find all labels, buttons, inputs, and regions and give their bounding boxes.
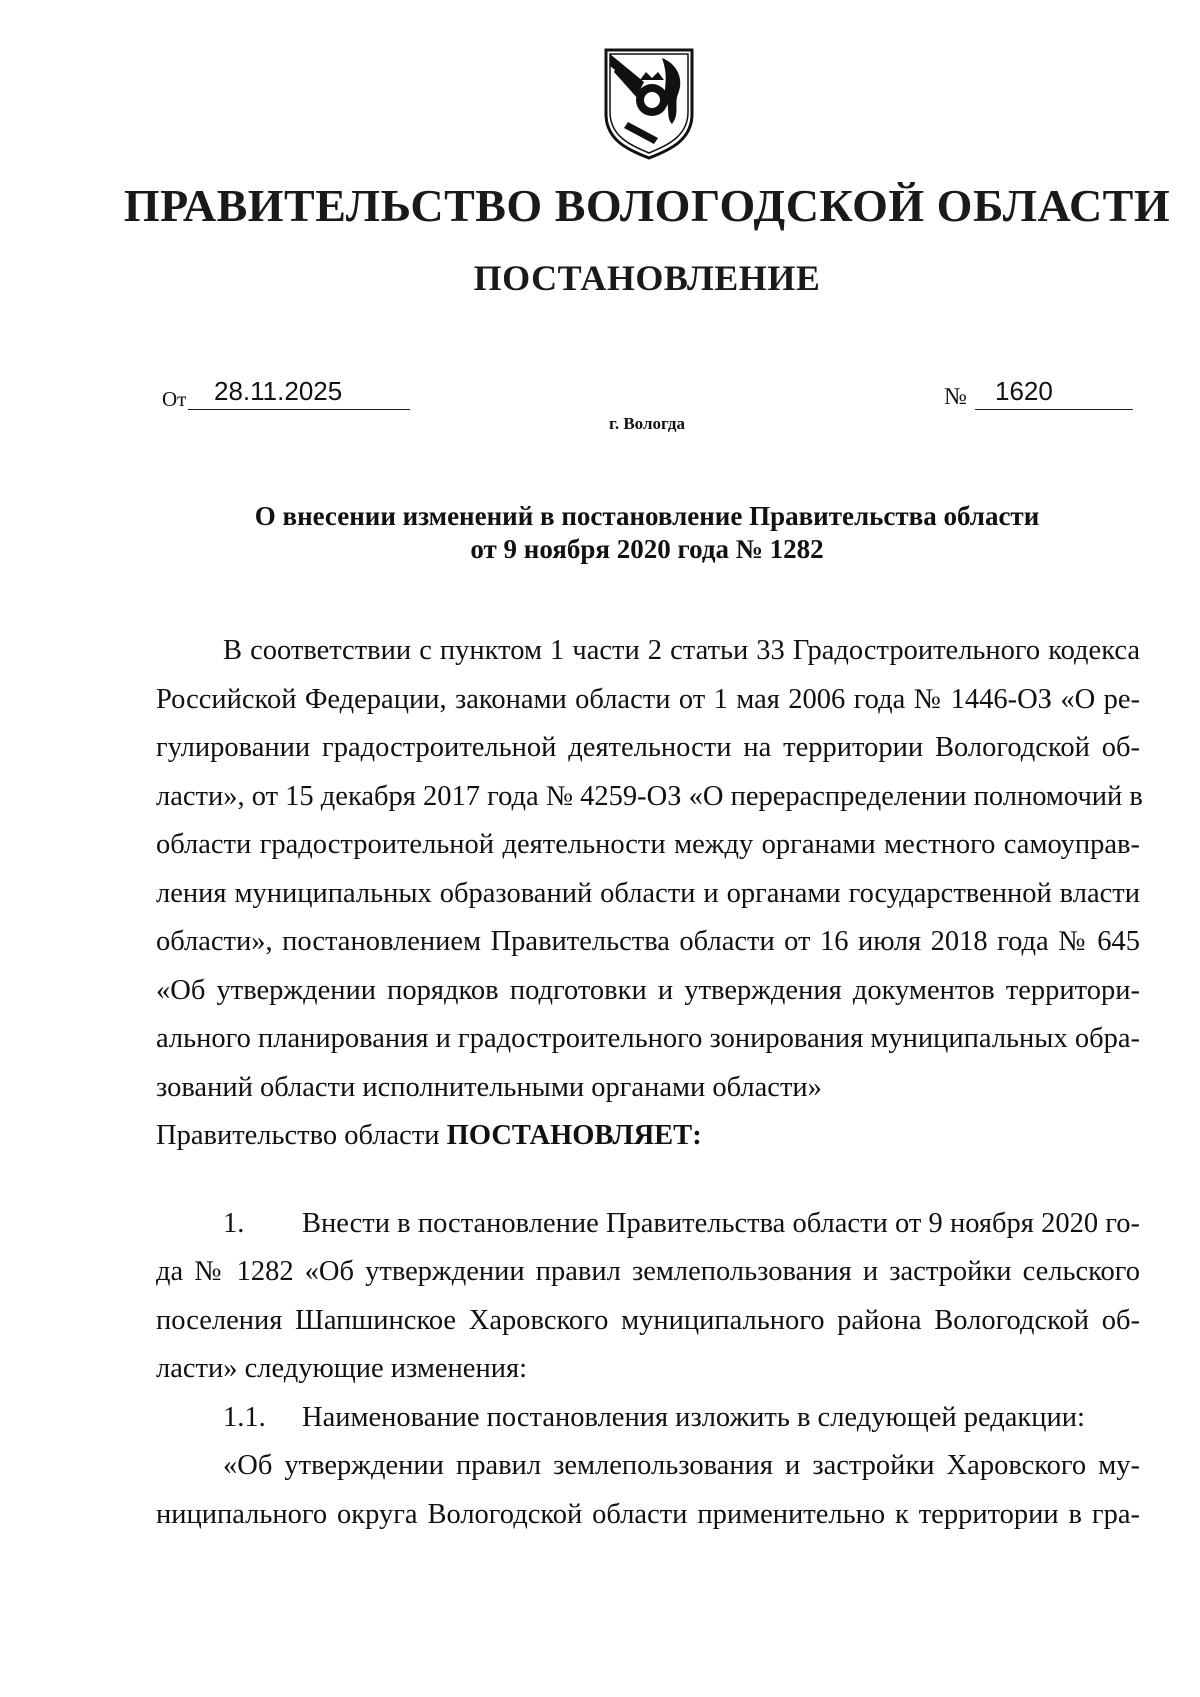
item-number: 1. [223, 1207, 245, 1239]
item-1-1-text: Наименование постановления изложить в следующей редакции: [302, 1401, 1085, 1433]
item-1-line: поселения Шапшинское Харовского муниципального района Вологодской об- [156, 1304, 1140, 1336]
document-date: 28.11.2025 [188, 374, 410, 410]
preamble-line: ласти», от 15 декабря 2017 года № 4259-ОЗ «О перераспределении полномочий в [156, 780, 1143, 812]
city: г. Вологда [609, 414, 685, 433]
document-type: ПОСТАНОВЛЕНИЕ [473, 258, 821, 298]
preamble-line: «Об утверждении порядков подготовки и утверждения документов территори- [156, 974, 1140, 1006]
item-1-text: Внести в постановление Правительства области от 9 ноября 2020 го- [302, 1207, 1140, 1239]
spacer [156, 1161, 1140, 1200]
coat-of-arms-icon [600, 44, 698, 162]
preamble-line: Российской Федерации, законами области от 1 мая 2006 года № 1446-ОЗ «О ре- [156, 683, 1140, 715]
number-label: № [944, 384, 967, 410]
preamble-line: зований области исполнительными органами области» [156, 1071, 822, 1103]
resolve-line [156, 1112, 1140, 1161]
preamble-line: ления муниципальных образований области и органами государственной власти [156, 877, 1140, 909]
item-1-1-line [156, 1394, 1140, 1443]
document-subject [0, 500, 1200, 566]
preamble-line: В соответствии с пунктом 1 части 2 статьи 33 Градостроительного кодекса [223, 635, 1140, 666]
resolve-prefix: Правительство области [156, 1120, 440, 1151]
item-number: 1.1. [223, 1401, 266, 1433]
document-body [156, 627, 1143, 1539]
preamble-line: области», постановлением Правительства области от 16 июля 2018 года № 645 [156, 926, 1140, 957]
subject-line: О внесении изменений в постановление Правительства области [254, 501, 1040, 531]
item-1-line: ласти» следующие изменения: [156, 1353, 527, 1384]
preamble-line: ального планирования и градостроительного зонирования муниципальных обра- [156, 1023, 1140, 1054]
item-1-line [156, 1200, 1140, 1249]
document-number: 1620 [975, 374, 1133, 410]
quote-line: ниципального округа Вологодской области применительно к территории в гра- [156, 1498, 1140, 1530]
resolve-verb: ПОСТАНОВЛЯЕТ: [446, 1120, 702, 1151]
quote-line: «Об утверждении правил землепользования и застройки Харовского му- [223, 1450, 1140, 1481]
government-title: ПРАВИТЕЛЬСТВО ВОЛОГОДСКОЙ ОБЛАСТИ [123, 180, 1171, 231]
subject-line: от 9 ноября 2020 года № 1282 [470, 534, 824, 564]
item-1-line: да № 1282 «Об утверждении правил землепользования и застройки сельского [156, 1256, 1140, 1287]
preamble-line: области градостроительной деятельности между органами местного самоуправ- [156, 829, 1140, 860]
preamble-line: гулировании градостроительной деятельности на территории Вологодской об- [156, 732, 1140, 763]
date-label: От [162, 387, 187, 411]
